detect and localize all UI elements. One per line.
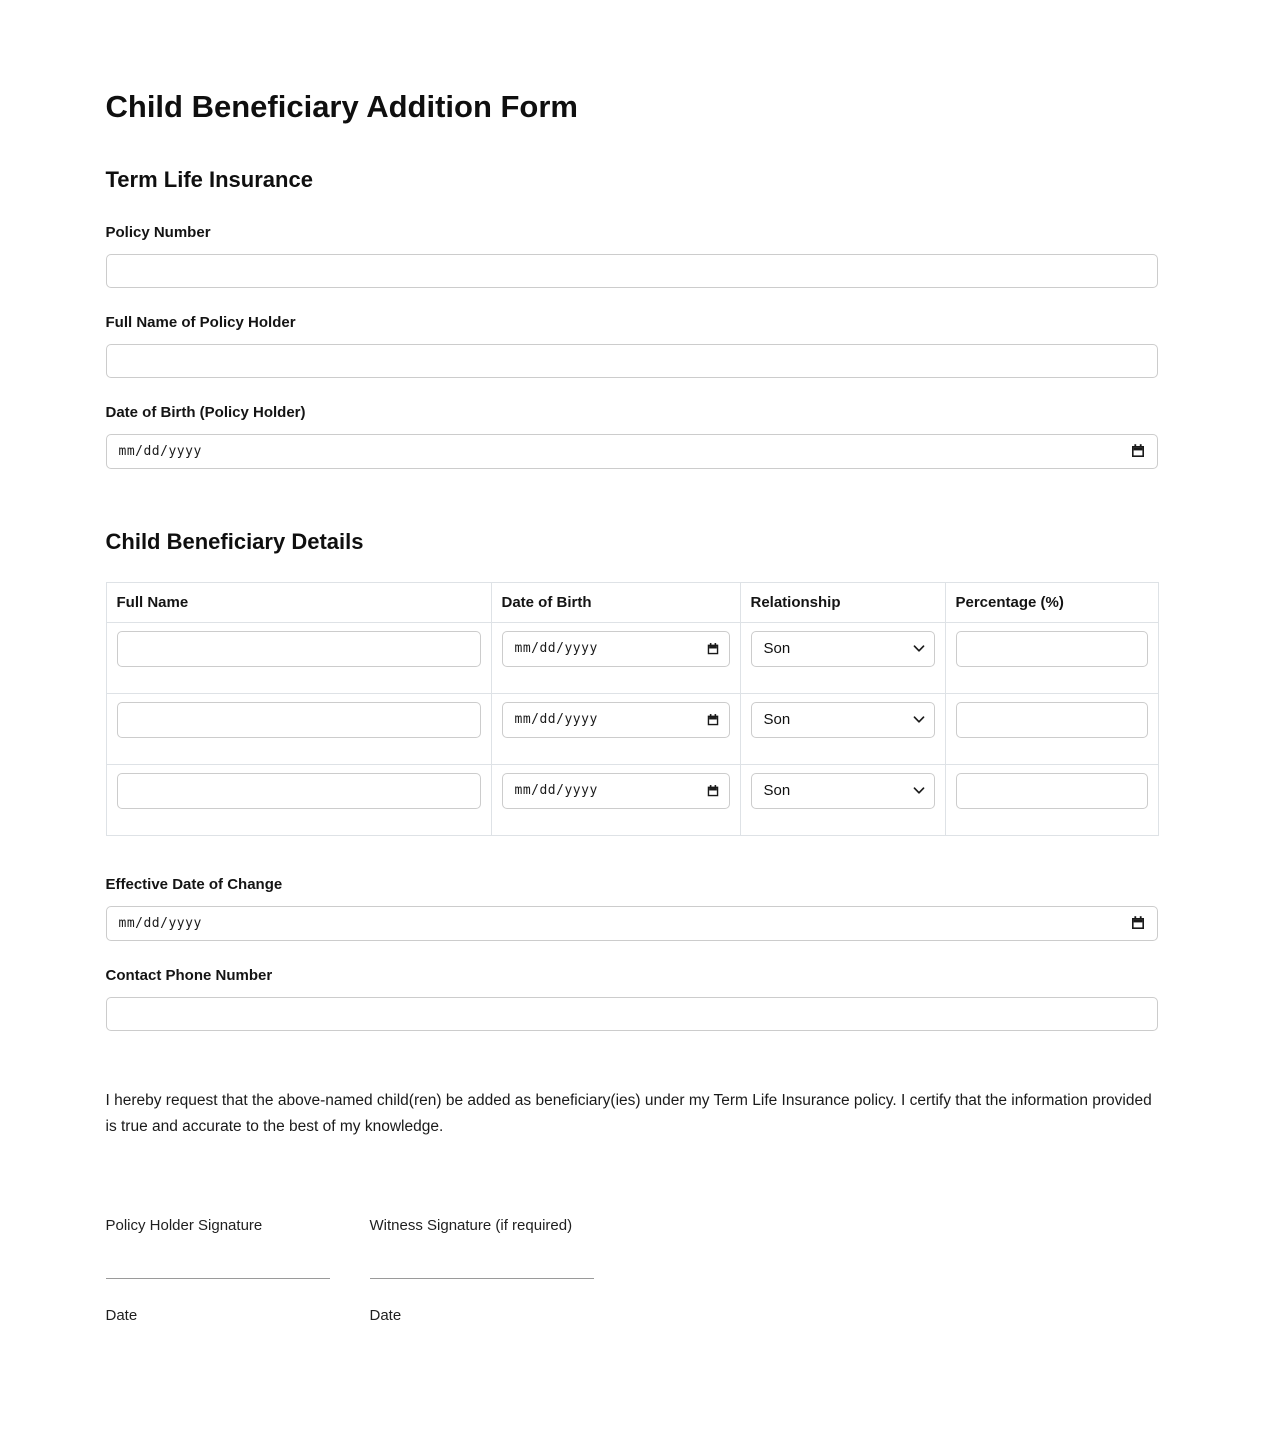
beneficiary-3-relationship-field <box>751 773 935 809</box>
calendar-icon[interactable] <box>705 641 721 657</box>
beneficiary-3-percentage-input[interactable] <box>956 773 1148 809</box>
beneficiary-1-dob-input[interactable] <box>502 631 730 667</box>
holder-dob-label: Date of Birth (Policy Holder) <box>105 403 306 421</box>
policy-holder-signature-block <box>106 1217 330 1324</box>
signature-section <box>106 1217 1158 1324</box>
policy-holder-signature-label: Policy Holder Signature <box>105 1217 263 1235</box>
calendar-icon[interactable] <box>1130 443 1146 459</box>
beneficiary-1-percentage-input[interactable] <box>956 631 1148 667</box>
beneficiary-3-relationship-select[interactable] <box>751 773 935 809</box>
beneficiary-table <box>106 582 1159 836</box>
column-header-date-of-birth: Date of Birth <box>491 582 740 622</box>
beneficiary-3-dob-field <box>502 773 730 809</box>
holder-dob-group <box>106 404 1158 469</box>
holder-name-input[interactable] <box>106 344 1158 378</box>
beneficiary-1-relationship-field <box>751 631 935 667</box>
beneficiary-2-relationship-field <box>751 702 935 738</box>
calendar-icon[interactable] <box>1130 915 1146 931</box>
policy-number-group <box>106 224 1158 288</box>
holder-name-label: Full Name of Policy Holder <box>105 313 296 331</box>
declaration-text: I hereby request that the above-named child(ren) be added as beneficiary(ies) under my Term Life Insurance policy. I certify that the information provided is true and accurate to the best of my knowledge. <box>105 1091 1152 1135</box>
contact-phone-group <box>106 967 1158 1031</box>
beneficiary-row-1 <box>106 622 1158 693</box>
beneficiary-table-header-row <box>106 582 1158 622</box>
calendar-icon[interactable] <box>705 712 721 728</box>
effective-date-field <box>106 906 1158 941</box>
beneficiary-2-dob-field <box>502 702 730 738</box>
witness-signature-block <box>370 1217 594 1324</box>
beneficiary-2-dob-input[interactable] <box>502 702 730 738</box>
beneficiary-2-name-input[interactable] <box>117 702 481 738</box>
policy-holder-date-label: Date <box>105 1307 138 1325</box>
column-header-percentage: Percentage (%) <box>945 582 1158 622</box>
policy-number-label: Policy Number <box>105 223 211 241</box>
beneficiary-row-3 <box>106 764 1158 835</box>
contact-phone-label: Contact Phone Number <box>105 966 273 984</box>
holder-dob-field <box>106 434 1158 469</box>
policy-number-input[interactable] <box>106 254 1158 288</box>
column-header-relationship: Relationship <box>740 582 945 622</box>
beneficiary-2-percentage-input[interactable] <box>956 702 1148 738</box>
effective-date-label: Effective Date of Change <box>105 875 283 893</box>
holder-dob-input[interactable] <box>106 434 1158 469</box>
holder-name-group <box>106 314 1158 378</box>
beneficiary-1-relationship-select[interactable] <box>751 631 935 667</box>
beneficiary-3-dob-input[interactable] <box>502 773 730 809</box>
page-title: Child Beneficiary Addition Form <box>105 89 578 124</box>
beneficiary-2-relationship-select[interactable] <box>751 702 935 738</box>
beneficiary-3-name-input[interactable] <box>117 773 481 809</box>
beneficiary-1-dob-field <box>502 631 730 667</box>
beneficiary-row-2 <box>106 693 1158 764</box>
section-heading-term-life: Term Life Insurance <box>105 167 313 193</box>
section-heading-beneficiary-details: Child Beneficiary Details <box>105 528 364 554</box>
column-header-full-name: Full Name <box>106 582 491 622</box>
form-page <box>106 0 1158 1434</box>
contact-phone-input[interactable] <box>106 997 1158 1031</box>
witness-signature-label: Witness Signature (if required) <box>369 1217 573 1235</box>
effective-date-group <box>106 876 1158 941</box>
witness-date-label: Date <box>369 1307 402 1325</box>
calendar-icon[interactable] <box>705 783 721 799</box>
policy-holder-signature-line <box>106 1278 330 1279</box>
witness-signature-line <box>370 1278 594 1279</box>
beneficiary-1-name-input[interactable] <box>117 631 481 667</box>
effective-date-input[interactable] <box>106 906 1158 941</box>
